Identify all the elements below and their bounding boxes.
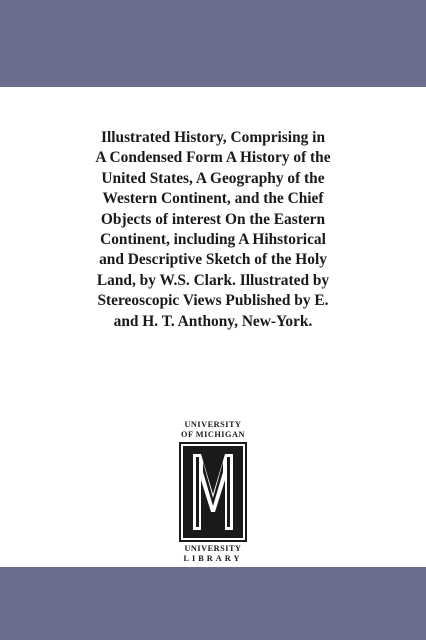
book-title: Illustrated History, Comprising in A Condensed Form A History of the United States, A Geography of the Western Continent, and the Chief Objects of interest On the Eastern Continent, including A Hihstorical and Descriptive Sketch of the Holy Land, by W.S. Clark. Illustrated by Stereoscopic Views Published by E. and H. T. Anthony, New-York. xyxy=(95,129,331,330)
logo-text-university-bottom: UNIVERSITY xyxy=(184,544,242,553)
university-of-michigan-library-logo xyxy=(168,420,258,565)
logo-text-of-michigan: OF MICHIGAN xyxy=(181,430,245,439)
bottom-cover-band xyxy=(0,567,426,640)
logo-text-library: LIBRARY xyxy=(183,554,243,563)
top-cover-band xyxy=(0,0,426,87)
logo-text-university: UNIVERSITY xyxy=(184,420,242,429)
block-m-icon xyxy=(179,442,247,542)
